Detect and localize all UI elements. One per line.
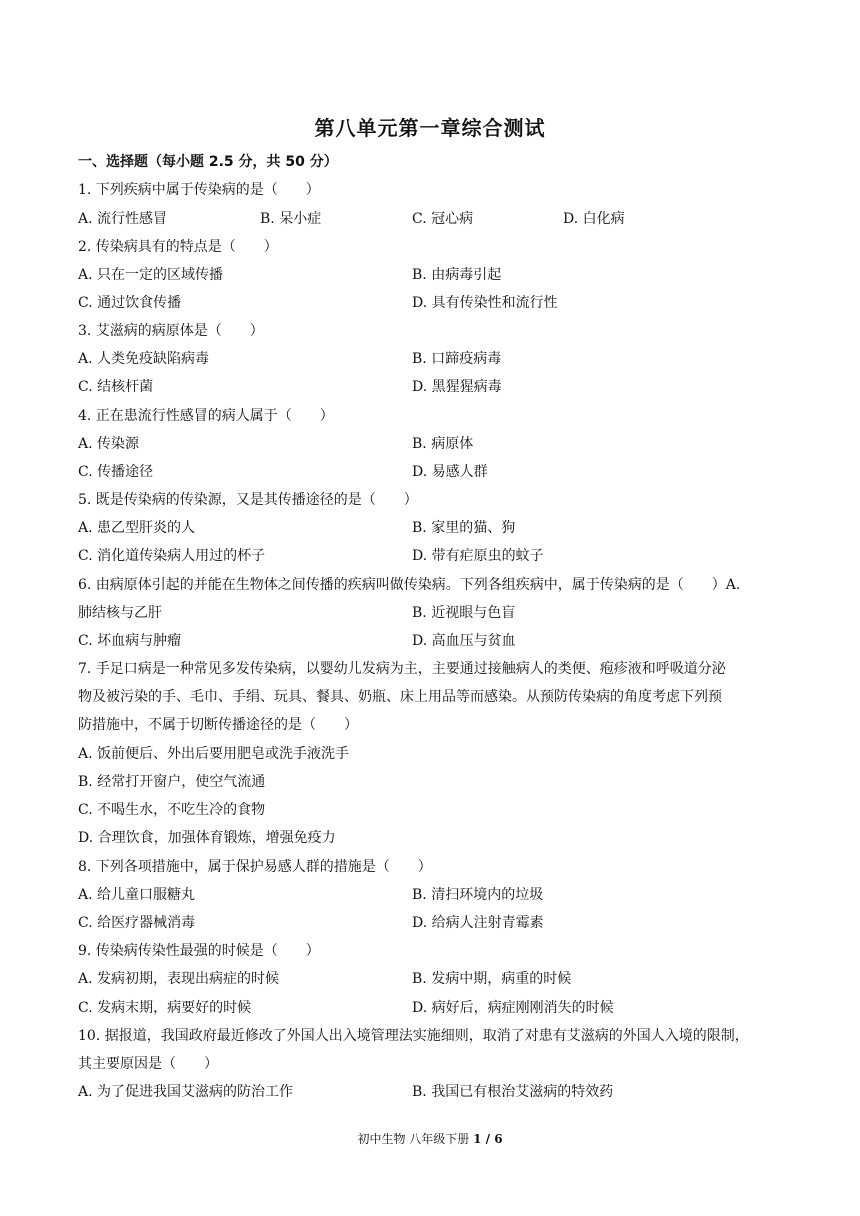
q5-option-a: A. 患乙型肝炎的人 <box>78 520 196 536</box>
q7-option-a: A. 饭前便后、外出后要用肥皂或洗手液洗手 <box>78 746 350 762</box>
page-title: 第八单元第一章综合测试 <box>314 116 546 140</box>
q4-option-c: C. 传播途径 <box>78 464 154 480</box>
q6-option-a: 肺结核与乙肝 <box>78 605 162 621</box>
q3-option-d: D. 黑猩猩病毒 <box>412 379 502 395</box>
q4-option-a: A. 传染源 <box>78 436 140 452</box>
q3-option-b: B. 口蹄疫病毒 <box>412 351 502 367</box>
question-10-stem-line-1: 10. 据报道，我国政府最近修改了外国人出入境管理法实施细则，取消了对患有艾滋病的外国人入境的限制， <box>78 1028 749 1044</box>
question-10-stem-line-2: 其主要原因是（ ） <box>78 1056 218 1072</box>
question-5-stem: 5. 既是传染病的传染源，又是其传播途径的是（ ） <box>78 492 418 508</box>
q7-option-b: B. 经常打开窗户，使空气流通 <box>78 774 266 790</box>
footer-text: 初中生物 八年级下册 <box>357 1132 470 1146</box>
q5-option-b: B. 家里的猫、狗 <box>412 520 516 536</box>
page-number: 1 / 6 <box>473 1132 503 1146</box>
q2-option-a: A. 只在一定的区域传播 <box>78 267 224 283</box>
q8-option-b: B. 清扫环境内的垃圾 <box>412 887 544 903</box>
q8-option-d: D. 给病人注射青霉素 <box>412 915 544 931</box>
question-7-stem-line-1: 7. 手足口病是一种常见多发传染病，以婴幼儿发病为主，主要通过接触病人的类便、疱疹液和呼吸道分泌 <box>78 661 726 677</box>
q9-option-b: B. 发病中期，病重的时候 <box>412 971 572 987</box>
q1-option-b: B. 呆小症 <box>260 211 322 227</box>
q1-option-c: C. 冠心病 <box>412 211 474 227</box>
q8-option-a: A. 给儿童口服糖丸 <box>78 887 196 903</box>
question-7-stem-line-2: 物及被污染的手、毛巾、手绢、玩具、餐具、奶瓶、床上用品等而感染。从预防传染病的角度考虑下列预 <box>78 689 722 705</box>
q2-option-c: C. 通过饮食传播 <box>78 295 182 311</box>
q3-option-c: C. 结核杆菌 <box>78 379 154 395</box>
q5-option-d: D. 带有疟原虫的蚊子 <box>412 548 544 564</box>
q9-option-c: C. 发病末期，病要好的时候 <box>78 1000 252 1016</box>
question-4-stem: 4. 正在患流行性感冒的病人属于（ ） <box>78 408 334 424</box>
q6-option-d: D. 高血压与贫血 <box>412 633 516 649</box>
q7-option-d: D. 合理饮食，加强体育锻炼，增强免疫力 <box>78 830 336 846</box>
q7-option-c: C. 不喝生水，不吃生冷的食物 <box>78 802 266 818</box>
q9-option-d: D. 病好后，病症刚刚消失的时候 <box>412 1000 614 1016</box>
q1-option-a: A. 流行性感冒 <box>78 211 168 227</box>
question-7-stem-line-3: 防措施中，不属于切断传播途径的是（ ） <box>78 717 358 733</box>
q8-option-c: C. 给医疗器械消毒 <box>78 915 196 931</box>
q10-option-b: B. 我国已有根治艾滋病的特效药 <box>412 1084 614 1100</box>
q5-option-c: C. 消化道传染病人用过的杯子 <box>78 548 266 564</box>
q6-option-b: B. 近视眼与色盲 <box>412 605 516 621</box>
question-8-stem: 8. 下列各项措施中，属于保护易感人群的措施是（ ） <box>78 859 432 875</box>
section-heading: 一、选择题（每小题 2.5 分，共 50 分） <box>78 154 338 170</box>
q4-option-b: B. 病原体 <box>412 436 474 452</box>
page-footer <box>0 1130 860 1147</box>
question-1-stem: 1. 下列疾病中属于传染病的是（ ） <box>78 182 320 198</box>
q3-option-a: A. 人类免疫缺陷病毒 <box>78 351 210 367</box>
q4-option-d: D. 易感人群 <box>412 464 488 480</box>
question-3-stem: 3. 艾滋病的病原体是（ ） <box>78 323 264 339</box>
q2-option-b: B. 由病毒引起 <box>412 267 502 283</box>
question-6-stem: 6. 由病原体引起的并能在生物体之间传播的疾病叫做传染病。下列各组疾病中，属于传染病的是（ ）A. <box>78 577 741 593</box>
question-9-stem: 9. 传染病传染性最强的时候是（ ） <box>78 943 320 959</box>
q1-option-d: D. 白化病 <box>563 211 625 227</box>
q10-option-a: A. 为了促进我国艾滋病的防治工作 <box>78 1084 294 1100</box>
q2-option-d: D. 具有传染性和流行性 <box>412 295 558 311</box>
q9-option-a: A. 发病初期，表现出病症的时候 <box>78 971 280 987</box>
q6-option-c: C. 坏血病与肿瘤 <box>78 633 182 649</box>
question-2-stem: 2. 传染病具有的特点是（ ） <box>78 239 278 255</box>
